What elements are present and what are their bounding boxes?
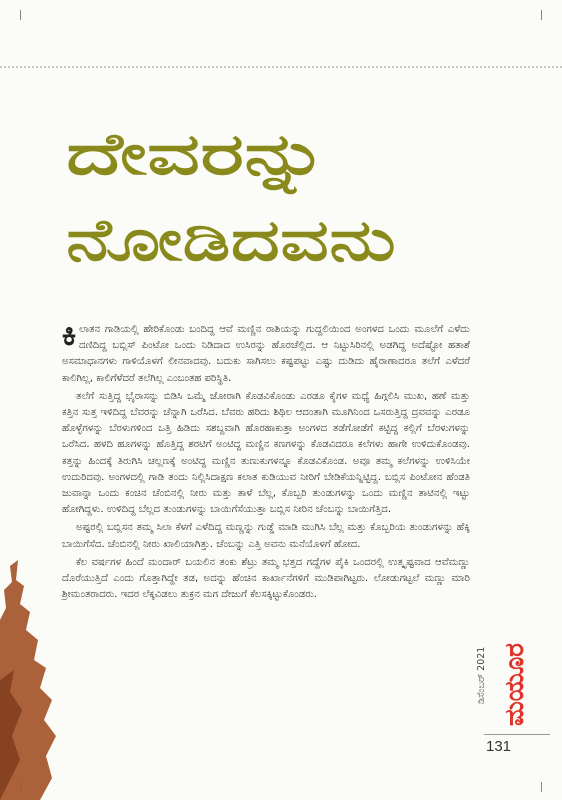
paragraph-1-text: ಲಾತನ ಗಾಡಿಯಲ್ಲಿ ಹೇರಿಕೊಂಡು ಬಂದಿದ್ದ ಆವೆ ಮಣ್ಣಿನ ರಾಶಿಯನ್ನು ಗುದ್ದಲಿಯಿಂದ ಅಂಗಳದ ಒಂದು ಮೂಲೆಗೆ ಎಳೆದು ದಣಿದಿದ್ದ ಬಬ್ಲಿಸ್ ಪಿಂಟೋ ಒಂದು ನಿಡಿದಾದ ಉಸಿರನ್ನು ಹೊರಚೆಲ್ಲಿದ. ಆ ನಿಟ್ಟುಸಿರಿನಲ್ಲಿ ಅಡಗಿದ್ದ ಅದೆಷ್ಟೋ ಹತಾಶೆ ಅಸಮಾಧಾನಗಳು ಗಾಳಿಯೊಳಗೆ ಲೀನವಾದವು. ಬದುಕು ಸಾಗಿಸಲು ಕಷ್ಟಪಟ್ಟು ಎಷ್ಟು ದುಡಿದು ಹೈರಾಣಾದರೂ ತಲೆಗೆ ಎಳೆದರೆ ಕಾಲಿಗಿಲ್ಲ, ಕಾಲಿಗೆಳೆದರೆ ತಲೆಗಿಲ್ಲ ಎಂಬಂತಹ ಪರಿಸ್ಥಿತಿ. bbox=[62, 324, 470, 384]
page-number: 131 bbox=[486, 738, 512, 755]
article-body bbox=[62, 318, 470, 605]
magazine-logo bbox=[475, 640, 535, 730]
story-title-art bbox=[62, 92, 402, 282]
title-line-1: ದೇವರನ್ನು bbox=[66, 120, 249, 188]
paragraph-2: ತಲೆಗೆ ಸುತ್ತಿದ್ದ ಭೈರಾಸನ್ನು ಬಿಡಿಸಿ ಒಮ್ಮೆ ಜೋರಾಗಿ ಕೊಡವಿಕೊಂಡು ಎರಡೂ ಕೈಗಳ ಮಧ್ಯೆ ಹಿಗ್ಗಲಿಸಿ ಮುಖ, ಹಣೆ ಮತ್ತು ಕತ್ತಿನ ಸುತ್ತ ಇಳಿದಿದ್ದ ಬೆವರನ್ನು ಚೆನ್ನಾಗಿ ಒರೆಸಿದ. ಬೆವರು ಹರಿದು ಶಿಥಿಲ ಆದಂತಾಗಿ ಮೂಗಿನಿಂದ ಒಸರುತ್ತಿದ್ದ ದ್ರವವನ್ನು ಎರಡೂ ಹೊಳ್ಳೆಗಳನ್ನು ಬೆರಳುಗಳಿಂದ ಒತ್ತಿ ಹಿಡಿದು ಸಶಬ್ದವಾಗಿ ಹೊರಹಾಕುತ್ತಾ ಅಂಗಳದ ತಡೆಗೋಡೆಗೆ ಕಟ್ಟಿದ್ದ ಕಲ್ಲಿಗೆ ಬೆರಳುಗಳನ್ನು ಒರೆಸಿದ. ಹಳದಿ ಹೂಗಳನ್ನು ಹೊತ್ತಿದ್ದ ಶರಟಿಗೆ ಅಂಟಿದ್ದ ಮಣ್ಣಿನ ಕಣಗಳನ್ನು ಕೊಡವಿದರೂ ಕಲೆಗಳು ಹಾಗೇ ಉಳಿದುಕೊಂಡವು. ಕತ್ತನ್ನು ಹಿಂದಕ್ಕೆ ತಿರುಗಿಸಿ ಚಲ್ಲಣಕ್ಕೆ ಅಂಟಿದ್ದ ಮಣ್ಣಿನ ತುಣುಕುಗಳನ್ನೂ ಕೊಡವಿಕೊಂಡ. ಅವೂ ತಮ್ಮ ಕಲೆಗಳನ್ನು ಉಳಿಸಿಯೇ ಉದುರಿದವು. ಅಂಗಳದಲ್ಲಿ ಗಾಡಿ ತಂದು ನಿಲ್ಲಿಸಿದಾಕ್ಷಣ ಕಲಾತ ಕುಡಿಯುವ ನೀರಿಗೆ ಬೇಡಿಕೆಯನ್ನಿಟ್ಟಿದ್ದ. ಬಬ್ಲಿಸ ಪಿಂಟೋನ ಹೆಂಡತಿ ಜುವಾನ್ನಾ ಒಂದು ಕಂಚಿನ ಚೆಂಬಿನಲ್ಲಿ ನೀರು ಮತ್ತು ತಾಳೆ ಬೆಲ್ಲ, ಕೊಬ್ಬರಿ ತುಂಡುಗಳನ್ನು ಒಂದು ಮಣ್ಣಿನ ತಾಟಿನಲ್ಲಿ ಇಟ್ಟು ಹೋಗಿದ್ದಳು. ಉಳಿದಿದ್ದ ಬೆಲ್ಲದ ತುಂಡುಗಳನ್ನು ಬಾಯಿಗೆಸೆಯುತ್ತಾ ಬಬ್ಲಿಸ ನೀರಿನ ಚೆಂಬನ್ನು ಬಾಯಿಗೆತ್ತಿದ. bbox=[62, 390, 470, 516]
issue-date-text: ಡಿಸೆಂಬರ್ 2021 bbox=[476, 646, 487, 704]
title-line-2: ನೋಡಿದವನು bbox=[66, 206, 396, 274]
paragraph-1 bbox=[62, 318, 470, 387]
crop-mark-bottom-right bbox=[541, 782, 552, 792]
dotted-divider bbox=[0, 66, 562, 68]
paragraph-3: ಅಷ್ಟರಲ್ಲಿ ಬಬ್ಲಿಸನ ತಮ್ಮ ಸಿಲಾ ಕೆಳಗೆ ಎಳೆದಿದ್ದ ಮಣ್ಣನ್ನು ಗುಡ್ಡೆ ಮಾಡಿ ಮುಗಿಸಿ ಬೆಲ್ಲ ಮತ್ತು ಕೊಬ್ಬರಿಯ ತುಂಡುಗಳನ್ನು ಹೆಕ್ಕಿ ಬಾಯಿಗೆಸೆದ. ಚೆಂಬಿನಲ್ಲಿ ನೀರು ಖಾಲಿಯಾಗಿತ್ತು. ಚೆಂಬನ್ನು ಎತ್ತಿ ಅವನು ಮನೆಯೊಳಗೆ ಹೋದ. bbox=[62, 522, 470, 550]
footer-rule bbox=[484, 734, 550, 735]
magazine-logo-text: ಮಯೂರ bbox=[500, 643, 530, 726]
drop-cap: ಕಿ bbox=[62, 318, 77, 353]
paragraph-4: ಕೆಲ ವರ್ಷಗಳ ಹಿಂದೆ ಮಂದಾರ್ ಬಯಲಿನ ತಂಕು ಶೆಟ್ರು ತಮ್ಮ ಭತ್ತದ ಗದ್ದೆಗಳ ಪೈಕಿ ಒಂದರಲ್ಲಿ ಉತ್ಕೃಷ್ಟವಾದ ಆವೆಮಣ್ಣು ದೊರೆಯುತ್ತಿದೆ ಎಂದು ಗೊತ್ತಾಗಿದ್ದೇ ತಡ, ಅದನ್ನು ಹೆಂಚಿನ ಕಾರ್ಖಾನೆಗಳಿಗೆ ಮುಡಿಪಾಗಿಟ್ಟರು. ಲೋಡುಗಟ್ಟಲೆ ಮಣ್ಣು ಮಾರಿ ಶ್ರೀಮಂತರಾದರು. ಇದರ ಲೆಕ್ಕವಿಡಲು ತುಕ್ರನ ಮಗ ದೇಜುಗೆ ಕೆಲಸಕ್ಕಿಟ್ಟುಕೊಂಡರು. bbox=[62, 556, 470, 601]
crop-mark-top-right bbox=[541, 10, 552, 20]
paint-splash-graphic bbox=[0, 560, 60, 800]
crop-mark-top-left bbox=[10, 10, 21, 20]
story-title bbox=[62, 92, 402, 282]
